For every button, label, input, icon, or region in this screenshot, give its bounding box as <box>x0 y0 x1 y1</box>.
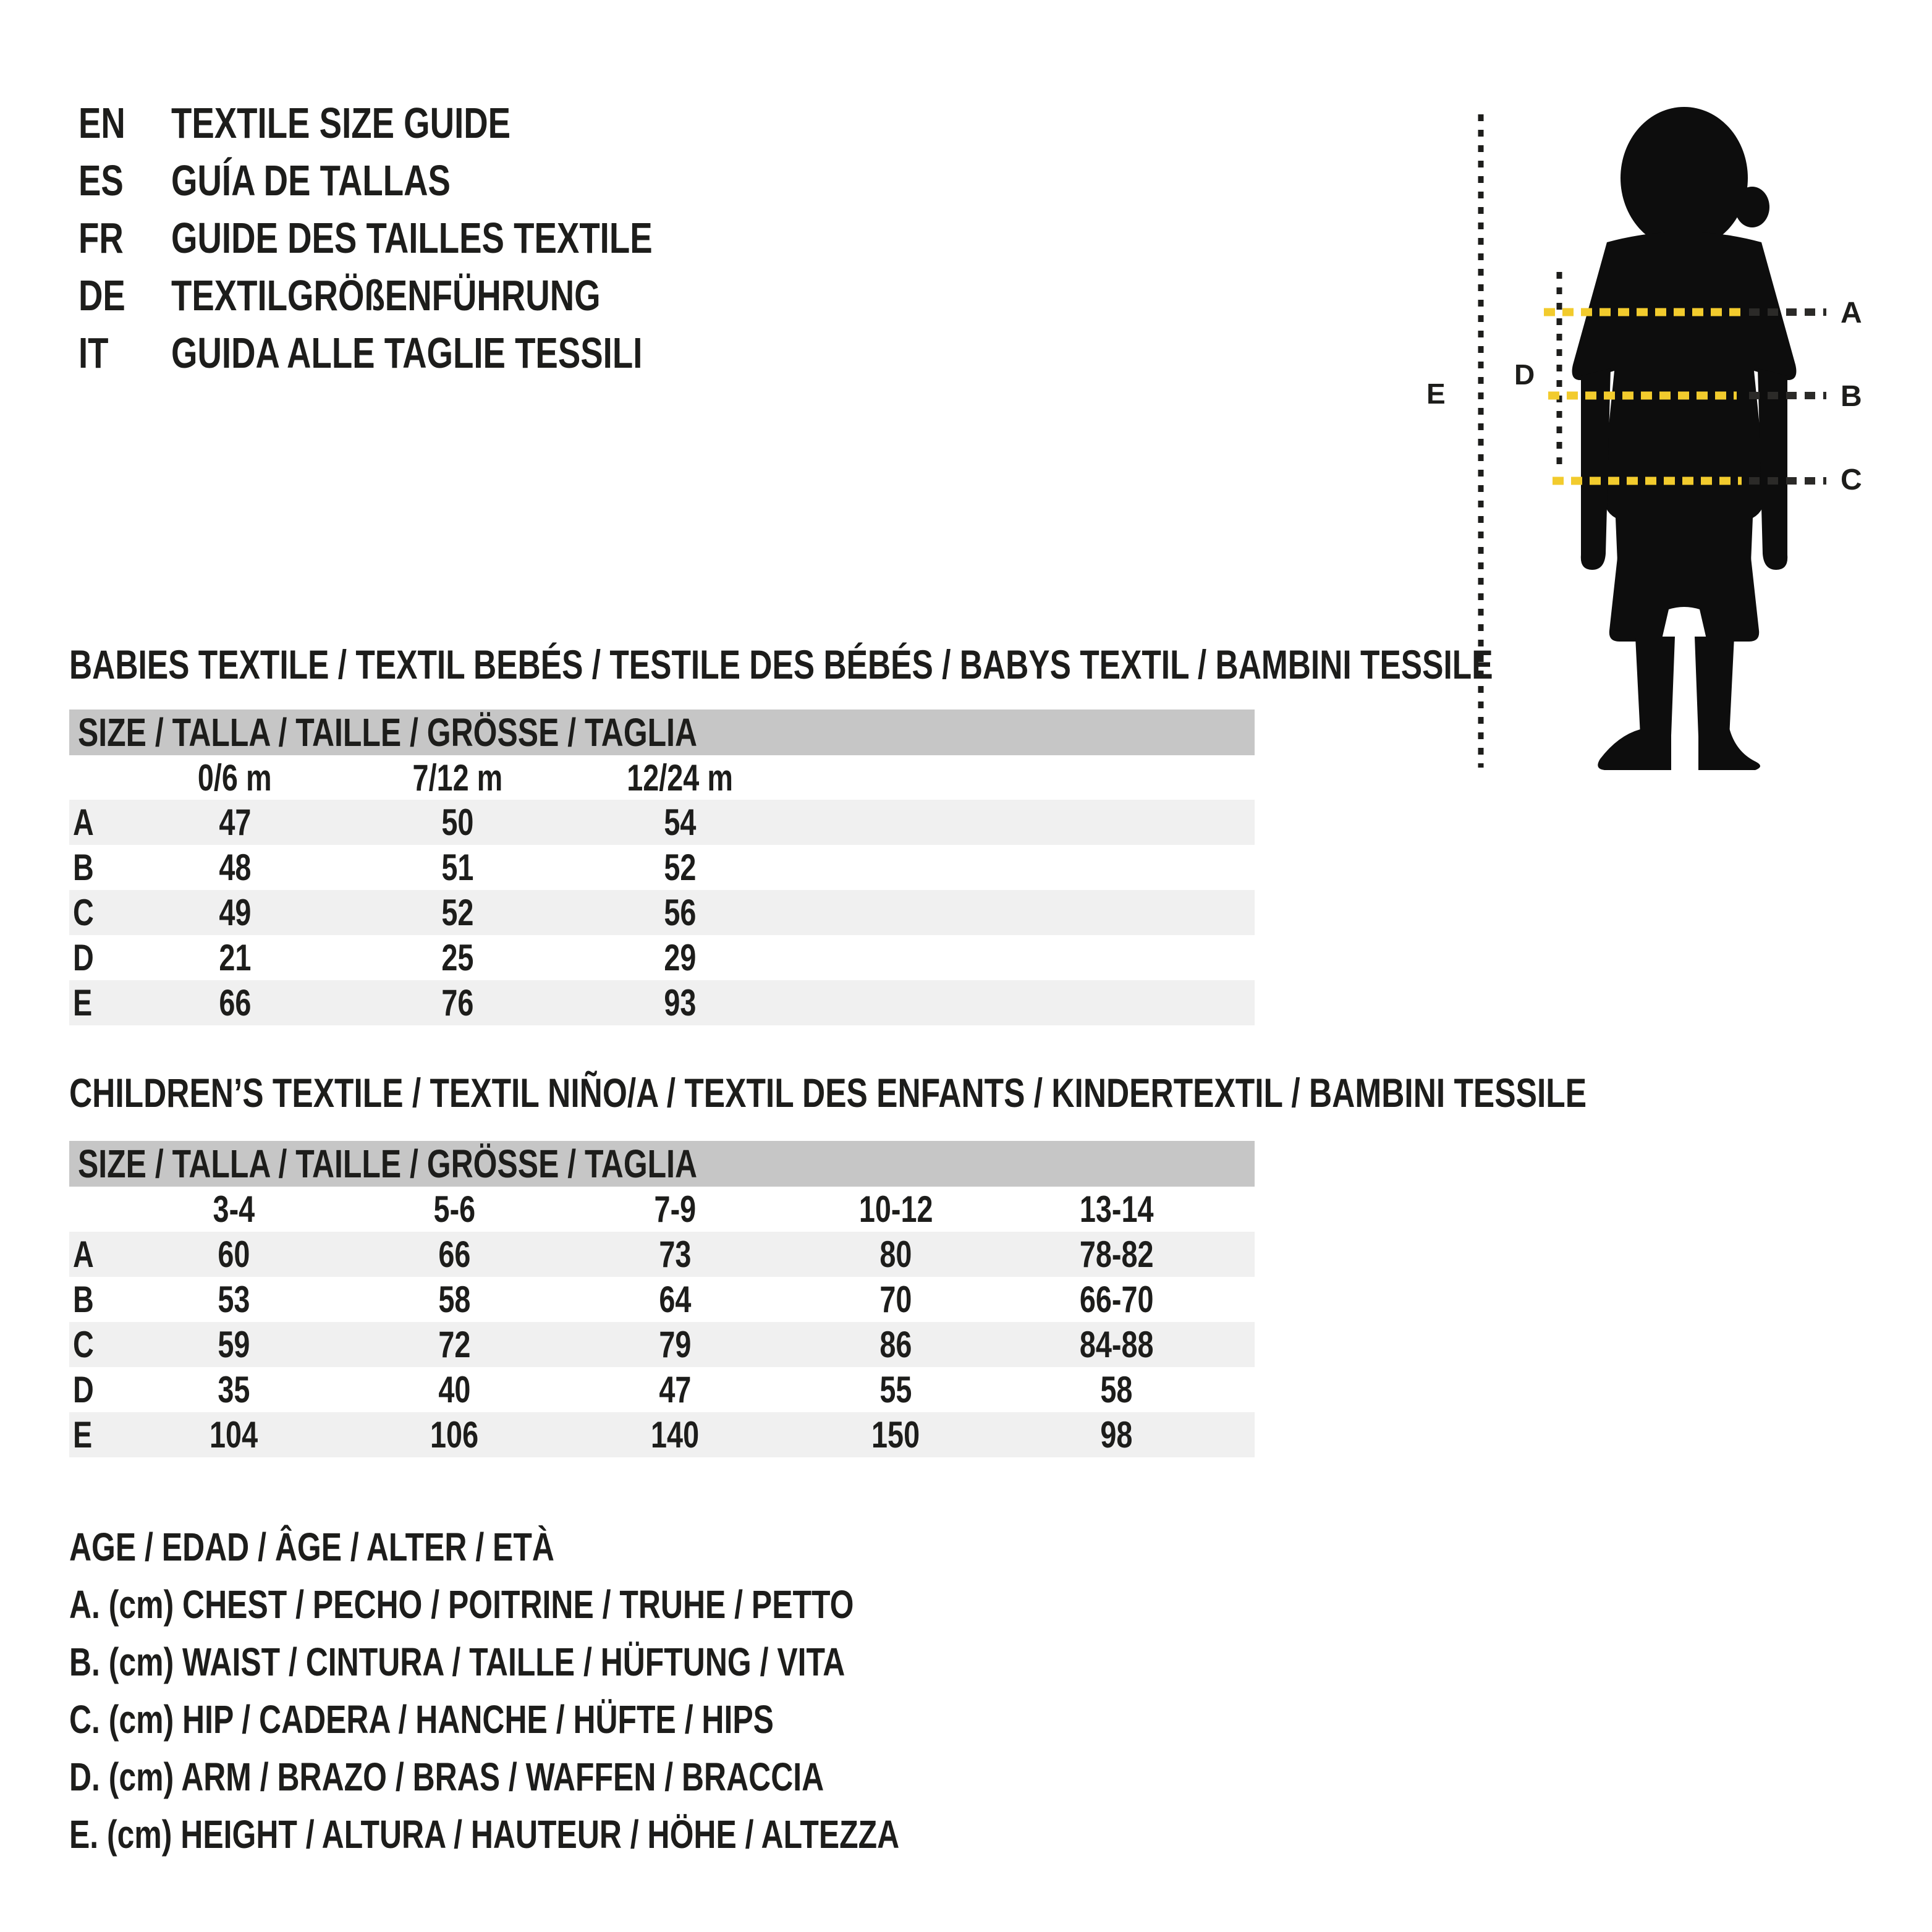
row-label: A <box>73 802 94 843</box>
cell-value: 50 <box>441 802 474 843</box>
children-section-title: CHILDREN’S TEXTILE / TEXTIL NIÑO/A / TEXTIL DES ENFANTS / KINDERTEXTIL / BAMBINI TESSILE <box>69 1070 1587 1116</box>
cell-value: 140 <box>651 1414 700 1455</box>
legend-waist: B. (cm) WAIST / CINTURA / TAILLE / HÜFTUNG / VITA <box>69 1639 845 1684</box>
cell-value: 52 <box>663 847 697 888</box>
children-column-header-row <box>69 1187 1255 1232</box>
cell-value: 70 <box>879 1279 912 1320</box>
children-col-header-0: 3-4 <box>213 1188 255 1230</box>
guide-title-es: GUÍA DE TALLAS <box>171 156 451 205</box>
cell-value: 98 <box>1100 1414 1133 1455</box>
figure-label-b: B <box>1841 380 1862 413</box>
language-code-de: DE <box>78 271 125 320</box>
silhouette-hair-tuft <box>1735 187 1769 227</box>
cell-value: 55 <box>879 1369 912 1410</box>
language-code-fr: FR <box>78 213 124 262</box>
cell-value: 54 <box>663 802 697 843</box>
measurement-legend <box>69 1518 1133 1863</box>
row-label: D <box>73 937 94 978</box>
legend-height: E. (cm) HEIGHT / ALTURA / HAUTEUR / HÖHE / ALTEZZA <box>69 1811 900 1857</box>
cell-value: 47 <box>218 802 252 843</box>
row-label: B <box>73 1279 94 1320</box>
legend-hip: C. (cm) HIP / CADERA / HANCHE / HÜFTE / HIPS <box>69 1697 774 1742</box>
children-col-header-1: 5-6 <box>433 1188 476 1230</box>
row-label: E <box>73 982 93 1023</box>
silhouette-left-foot <box>1598 726 1671 770</box>
guide-title-de: TEXTILGRÖßENFÜHRUNG <box>171 271 601 320</box>
cell-value: 86 <box>879 1324 912 1365</box>
babies-table-row-d <box>69 935 1255 980</box>
silhouette-head <box>1621 107 1748 249</box>
figure-label-d: D <box>1514 358 1535 391</box>
row-label: A <box>73 1234 94 1275</box>
babies-col-header-1: 7/12 m <box>412 756 502 799</box>
cell-value: 64 <box>659 1279 692 1320</box>
babies-col-header-2: 12/24 m <box>627 756 733 799</box>
language-code-en: EN <box>78 98 125 147</box>
cell-value: 66 <box>218 982 252 1023</box>
children-table-row-e <box>69 1412 1255 1457</box>
babies-table-row-b <box>69 845 1255 890</box>
babies-col-header-0: 0/6 m <box>198 756 272 799</box>
row-label: D <box>73 1369 94 1410</box>
babies-table <box>69 710 1255 1025</box>
language-title-block <box>78 94 788 381</box>
cell-value: 51 <box>441 847 474 888</box>
cell-value: 40 <box>438 1369 471 1410</box>
language-row-de <box>78 266 788 324</box>
cell-value: 76 <box>441 982 474 1023</box>
children-col-header-2: 7-9 <box>654 1188 697 1230</box>
legend-chest: A. (cm) CHEST / PECHO / POITRINE / TRUHE / PETTO <box>69 1582 854 1627</box>
babies-column-header-row <box>69 755 1255 800</box>
cell-value: 48 <box>218 847 252 888</box>
cell-value: 66 <box>438 1234 471 1275</box>
babies-table-row-a <box>69 800 1255 845</box>
guide-title-fr: GUIDE DES TAILLES TEXTILE <box>171 213 653 262</box>
cell-value: 78-82 <box>1079 1234 1154 1275</box>
silhouette-shorts <box>1609 557 1759 642</box>
cell-value: 49 <box>218 892 252 933</box>
cell-value: 73 <box>659 1234 692 1275</box>
silhouette-right-foot <box>1698 728 1760 770</box>
cell-value: 66-70 <box>1079 1279 1154 1320</box>
cell-value: 84-88 <box>1079 1324 1154 1365</box>
figure-label-e: E <box>1426 378 1446 410</box>
row-label: C <box>73 1324 94 1365</box>
language-row-it <box>78 324 788 381</box>
language-row-fr <box>78 209 788 266</box>
cell-value: 58 <box>1100 1369 1133 1410</box>
children-table-row-a <box>69 1232 1255 1277</box>
cell-value: 80 <box>879 1234 912 1275</box>
cell-value: 72 <box>438 1324 471 1365</box>
children-table-row-d <box>69 1367 1255 1412</box>
babies-size-header-bar <box>69 710 1255 755</box>
cell-value: 53 <box>218 1279 250 1320</box>
babies-table-row-c <box>69 890 1255 935</box>
cell-value: 106 <box>430 1414 479 1455</box>
children-table-row-c <box>69 1322 1255 1367</box>
cell-value: 93 <box>663 982 697 1023</box>
cell-value: 29 <box>663 937 697 978</box>
babies-size-header-label: SIZE / TALLA / TAILLE / GRÖSSE / TAGLIA <box>78 710 698 755</box>
guide-title-it: GUIDA ALLE TAGLIE TESSILI <box>171 328 643 377</box>
cell-value: 58 <box>438 1279 471 1320</box>
children-size-header-bar <box>69 1141 1255 1187</box>
cell-value: 25 <box>441 937 474 978</box>
language-row-es <box>78 151 788 209</box>
figure-label-a: A <box>1841 297 1862 329</box>
language-code-it: IT <box>78 328 109 377</box>
figure-label-c: C <box>1841 464 1862 496</box>
cell-value: 104 <box>210 1414 258 1455</box>
row-label: B <box>73 847 94 888</box>
cell-value: 21 <box>218 937 252 978</box>
children-table <box>69 1141 1255 1457</box>
babies-table-row-e <box>69 980 1255 1025</box>
row-label: E <box>73 1414 93 1455</box>
language-code-es: ES <box>78 156 124 205</box>
cell-value: 47 <box>659 1369 692 1410</box>
cell-value: 35 <box>218 1369 250 1410</box>
children-table-row-b <box>69 1277 1255 1322</box>
children-col-header-3: 10-12 <box>858 1188 933 1230</box>
cell-value: 52 <box>441 892 474 933</box>
babies-section-title: BABIES TEXTILE / TEXTIL BEBÉS / TESTILE DES BÉBÉS / BABYS TEXTIL / BAMBINI TESSILE <box>69 642 1493 687</box>
row-label: C <box>73 892 94 933</box>
cell-value: 79 <box>659 1324 692 1365</box>
language-row-en <box>78 94 788 151</box>
cell-value: 60 <box>218 1234 250 1275</box>
cell-value: 56 <box>663 892 697 933</box>
guide-title-en: TEXTILE SIZE GUIDE <box>171 98 511 147</box>
legend-age: AGE / EDAD / ÂGE / ALTER / ETÀ <box>69 1524 554 1569</box>
cell-value: 150 <box>871 1414 920 1455</box>
children-size-header-label: SIZE / TALLA / TAILLE / GRÖSSE / TAGLIA <box>78 1142 698 1186</box>
cell-value: 59 <box>218 1324 250 1365</box>
legend-arm: D. (cm) ARM / BRAZO / BRAS / WAFFEN / BRACCIA <box>69 1754 824 1799</box>
children-col-header-4: 13-14 <box>1079 1188 1154 1230</box>
